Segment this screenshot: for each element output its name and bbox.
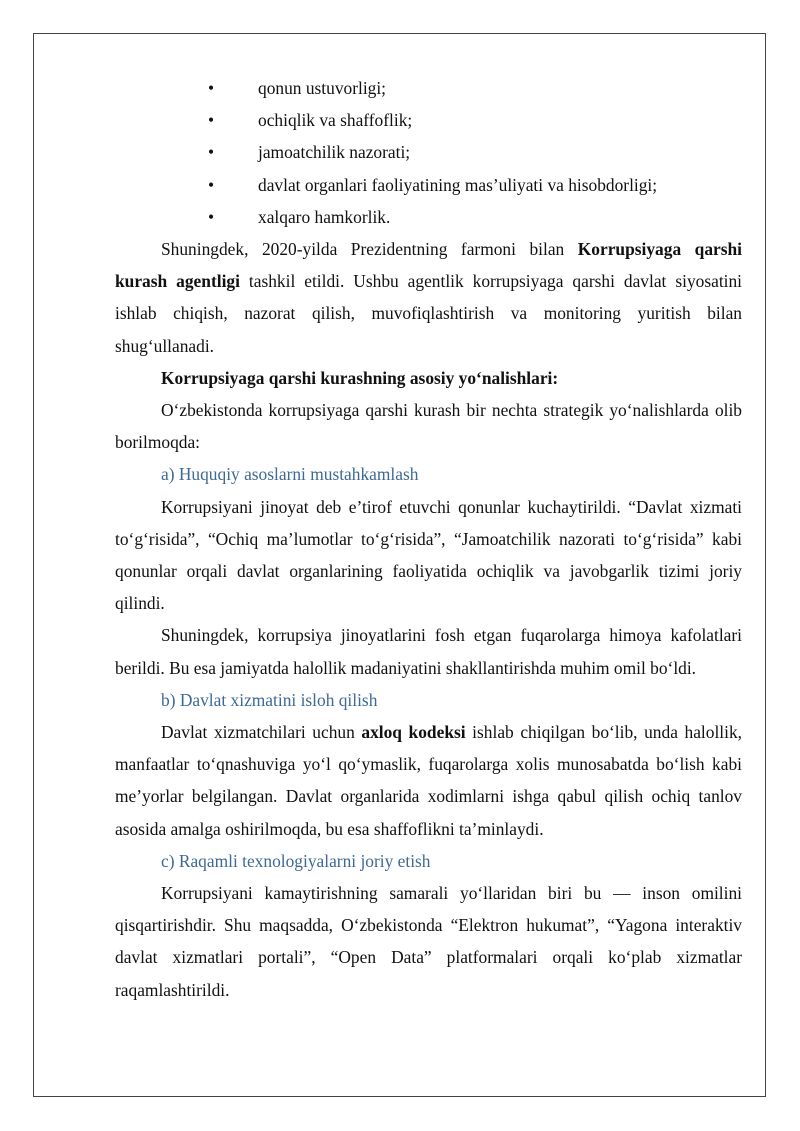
list-item: • jamoatchilik nazorati; (115, 136, 742, 168)
bullet-icon: • (208, 142, 215, 163)
paragraph-laws: Korrupsiyani jinoyat deb e’tirof etuvchi qonunlar kuchaytirildi. “Davlat xizmati to‘g‘risida”, “Ochiq ma’lumotlar to‘g‘risida”, “Jamoatchilik nazorati to‘g‘risida” kabi qonunlar orqali davlat organlarining faoliyatida ochiqlik va javobgarlik tizimi joriy qilindi. (115, 496, 742, 614)
list-item: • xalqaro hamkorlik. (115, 201, 742, 233)
paragraph-digital: Korrupsiyani kamaytirishning samarali yo‘llaridan biri bu — inson omilini qisqartirishdir. Shu maqsadda, O‘zbekistonda “Elektron hukumat”, “Yagona interaktiv davlat xizmatlari portali”, “Open Data” platformalari orqali ko‘plab xizmatlar raqamlashtirildi. (115, 883, 742, 1000)
section-heading: Korrupsiyaga qarshi kurashning asosiy yo‘nalishlari: (161, 367, 559, 388)
bullet-icon: • (208, 110, 215, 131)
list-item: • davlat organlari faoliyatining mas’uliyati va hisobdorligi; (115, 169, 742, 201)
bullet-icon: • (208, 78, 215, 98)
ethics-code: axloq kodeksi (361, 721, 466, 742)
paragraph-civil-service: Davlat xizmatchilari uchun axloq kodeksi ishlab chiqilgan bo‘lib, unda halollik, manfaatlar to‘qnashuviga yo‘l qo‘ymaslik, fuqarolarga xolis munosabatda bo‘lish kabi me’yorlar belgilangan. Davlat organlarida xodimlarni ishga qabul qilish ochiq tanlov asosida amalga oshirilmoqda, bu esa shaffoflikni ta’minlaydi. (115, 721, 742, 839)
paragraph-protection: Shuningdek, korrupsiya jinoyatlarini fosh etgan fuqarolarga himoya kafolatlari berildi. Bu esa jamiyatda halollik madaniyatini shakllantirishda muhim omil bo‘ldi. (115, 625, 742, 678)
subheading-b: b) Davlat xizmatini isloh qilish (161, 689, 378, 710)
bullet-icon: • (208, 174, 215, 195)
paragraph-agency: Shuningdek, 2020-yilda Prezidentning farmoni bilan Korrupsiyaga qarshi kurash agentligi tashkil etildi. Ushbu agentlik korrupsiyaga qarshi davlat siyosatini ishlab chiqish, nazorat qilish, muvofiqlashtirish va monitoring yuritish bilan shug‘ullanadi. (115, 238, 743, 356)
bullet-icon: • (208, 206, 215, 227)
list-item: • qonun ustuvorligi; (115, 72, 742, 104)
principles-list (115, 72, 742, 233)
agency-name: Korrupsiyaga qarshi kurash agentligi (115, 238, 743, 292)
subheading-c: c) Raqamli texnologiyalarni joriy etish (161, 850, 431, 871)
subheading-a: a) Huquqiy asoslarni mustahkamlash (161, 464, 419, 485)
paragraph-directions: O‘zbekistonda korrupsiyaga qarshi kurash bir nechta strategik yo‘nalishlarda olib borilmoqda: (115, 399, 742, 453)
list-item: • ochiqlik va shaffoflik; (115, 104, 742, 136)
document-body (115, 72, 742, 1006)
